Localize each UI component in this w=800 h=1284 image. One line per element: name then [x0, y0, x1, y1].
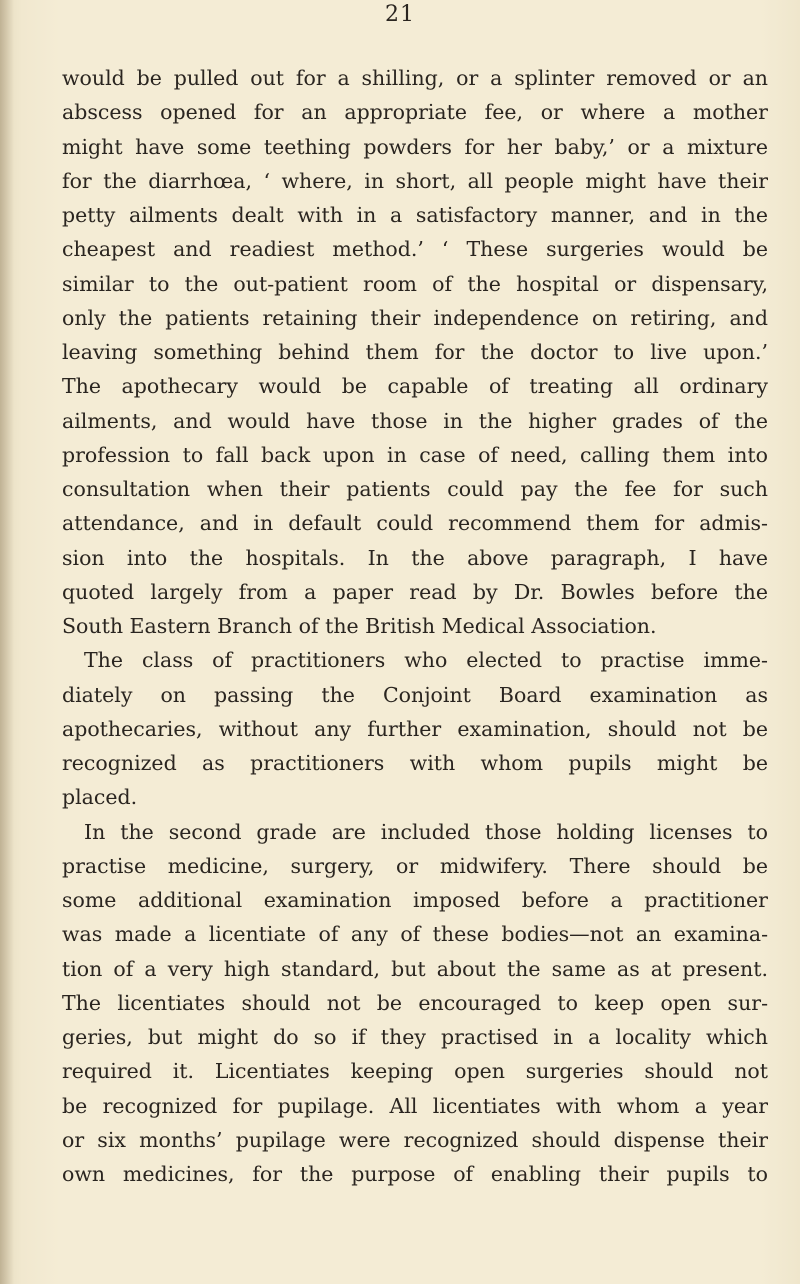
text-line: cheapest and readiest method.’ ‘ These surgeries would be	[62, 237, 768, 262]
text-line: apothecaries, without any further examination, should not be	[62, 716, 768, 741]
text-line: ailments, and would have those in the higher grades of the	[62, 408, 768, 433]
text-line: might have some teething powders for her baby,’ or a mixture	[62, 134, 768, 159]
text-line: diately on passing the Conjoint Board examination as	[62, 682, 768, 707]
text-line: placed.	[62, 785, 138, 810]
text-line: or six months’ pupilage were recognized should dispense their	[62, 1127, 768, 1152]
text-line: South Eastern Branch of the British Medical Association.	[62, 614, 657, 638]
text-line: petty ailments dealt with in a satisfactory manner, and in the	[62, 203, 768, 227]
text-line: leaving something behind them for the doctor to live upon.’	[62, 340, 768, 364]
text-line: abscess opened for an appropriate fee, or where a mother	[62, 100, 768, 125]
text-line: be recognized for pupilage. All licentiates with whom a year	[62, 1093, 768, 1118]
text-line: In the second grade are included those holding licenses to	[84, 819, 768, 844]
text-line: recognized as practitioners with whom pupils might be	[62, 751, 768, 775]
text-line: The class of practitioners who elected to practise imme-	[84, 648, 768, 673]
text-line: some additional examination imposed before a practitioner	[62, 888, 768, 912]
text-line: consultation when their patients could pay the fee for such	[62, 477, 768, 501]
text-line: for the diarrhœa, ‘ where, in short, all people might have their	[62, 168, 768, 193]
body-text	[62, 61, 768, 1191]
text-line: similar to the out-patient room of the hospital or dispensary,	[62, 271, 768, 296]
text-line: The apothecary would be capable of treating all ordinary	[62, 374, 768, 399]
text-line: practise medicine, surgery, or midwifery. There should be	[62, 853, 768, 878]
text-line: sion into the hospitals. In the above paragraph, I have	[62, 545, 768, 570]
page-gutter-shadow	[0, 0, 14, 1284]
text-line: tion of a very high standard, but about the same as at present.	[62, 956, 768, 981]
text-line: required it. Licentiates keeping open surgeries should not	[62, 1059, 768, 1084]
text-line: would be pulled out for a shilling, or a splinter removed or an	[62, 66, 768, 90]
text-line: only the patients retaining their independence on retiring, and	[62, 305, 768, 330]
page-number: 21	[385, 2, 415, 27]
text-line: profession to fall back upon in case of need, calling them into	[62, 442, 768, 467]
text-line: geries, but might do so if they practised in a locality which	[62, 1025, 768, 1049]
text-line: attendance, and in default could recommend them for admis-	[62, 511, 768, 536]
text-line: own medicines, for the purpose of enabling their pupils to	[62, 1162, 768, 1186]
text-line: The licentiates should not be encouraged to keep open sur-	[62, 990, 768, 1015]
text-line: was made a licentiate of any of these bodies—not an examina-	[62, 922, 768, 947]
text-line: quoted largely from a paper read by Dr. Bowles before the	[62, 579, 768, 604]
